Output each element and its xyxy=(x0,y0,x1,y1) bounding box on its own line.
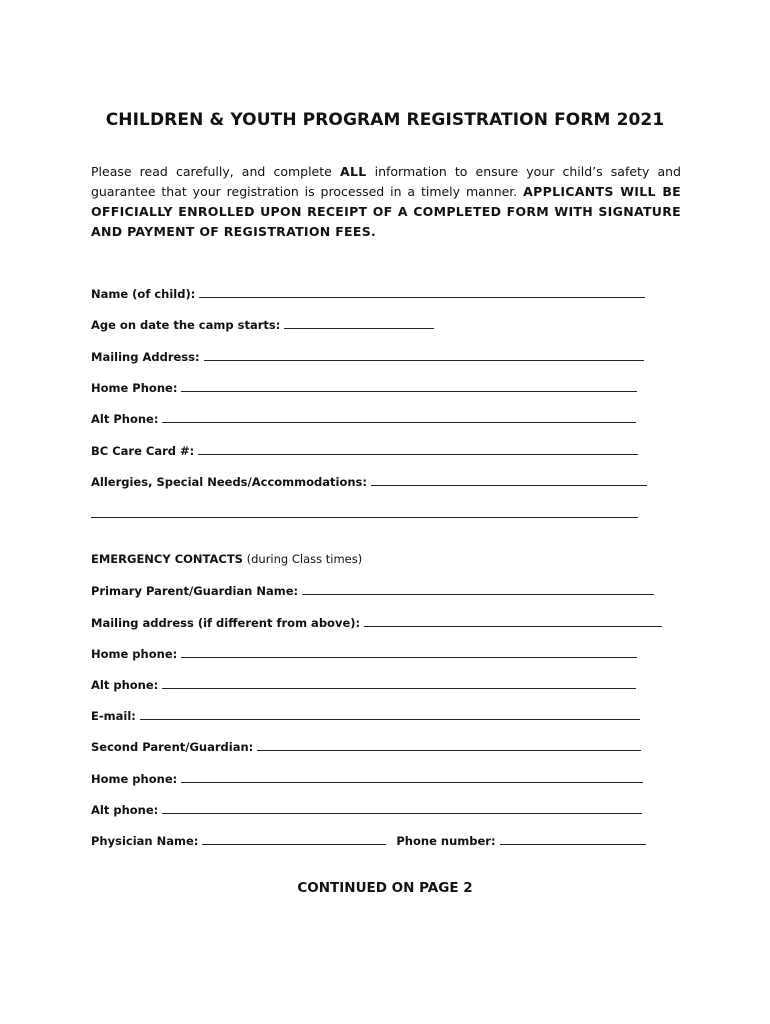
alt-phone-1-label: Alt phone: xyxy=(91,678,159,692)
physician-phone-field[interactable] xyxy=(500,832,646,845)
guardian-mailing-field[interactable] xyxy=(364,614,662,627)
intro-text-2: information to ensure your child’s safety and guarantee that your registration is processed in a timely manner. xyxy=(91,164,681,199)
physician-row xyxy=(91,832,646,850)
alt-phone-2-field[interactable] xyxy=(162,801,642,814)
home-phone-1-row xyxy=(91,645,637,663)
allergies-label: Allergies, Special Needs/Accommodations: xyxy=(91,475,367,489)
home-phone-label: Home Phone: xyxy=(91,381,178,395)
email-label: E-mail: xyxy=(91,709,136,723)
mailing-address-field[interactable] xyxy=(204,348,644,361)
care-card-row xyxy=(91,442,638,460)
home-phone-2-field[interactable] xyxy=(181,770,643,783)
email-row xyxy=(91,707,640,725)
alt-phone-row xyxy=(91,410,636,428)
email-field[interactable] xyxy=(140,707,640,720)
emergency-heading-row xyxy=(91,550,362,568)
age-field[interactable] xyxy=(284,316,434,329)
allergies-field[interactable] xyxy=(371,473,647,486)
physician-field[interactable] xyxy=(202,832,386,845)
child-name-label: Name (of child): xyxy=(91,287,196,301)
emergency-heading: EMERGENCY CONTACTS xyxy=(91,552,243,566)
emergency-heading-note: (during Class times) xyxy=(242,552,363,566)
primary-guardian-field[interactable] xyxy=(302,582,654,595)
alt-phone-2-label: Alt phone: xyxy=(91,803,159,817)
age-row xyxy=(91,316,434,334)
second-guardian-field[interactable] xyxy=(257,738,641,751)
alt-phone-field[interactable] xyxy=(162,410,636,423)
intro-bold-notice: APPLICANTS WILL BE OFFICIALLY ENROLLED UPON RECEIPT OF A COMPLETED FORM WITH SIGNATURE AND PAYMENT OF REGISTRATION FEES. xyxy=(91,184,681,239)
care-card-field[interactable] xyxy=(198,442,638,455)
intro-paragraph xyxy=(91,162,681,242)
form-title: CHILDREN & YOUTH PROGRAM REGISTRATION FORM 2021 xyxy=(105,110,665,130)
home-phone-1-label: Home phone: xyxy=(91,647,178,661)
home-phone-2-label: Home phone: xyxy=(91,772,178,786)
second-guardian-label: Second Parent/Guardian: xyxy=(91,740,254,754)
phone-number-label: Phone number: xyxy=(396,834,496,848)
home-phone-2-row xyxy=(91,770,643,788)
allergies-extra-line[interactable] xyxy=(91,516,638,518)
alt-phone-1-row xyxy=(91,676,636,694)
alt-phone-label: Alt Phone: xyxy=(91,412,159,426)
second-guardian-row xyxy=(91,738,641,756)
physician-label: Physician Name: xyxy=(91,834,199,848)
alt-phone-1-field[interactable] xyxy=(162,676,636,689)
care-card-label: BC Care Card #: xyxy=(91,444,195,458)
home-phone-1-field[interactable] xyxy=(181,645,637,658)
guardian-mailing-row xyxy=(91,614,662,632)
home-phone-row xyxy=(91,379,637,397)
continued-note: CONTINUED ON PAGE 2 xyxy=(297,880,473,896)
alt-phone-2-row xyxy=(91,801,642,819)
intro-text-1: Please read carefully, and complete xyxy=(91,164,340,179)
age-label: Age on date the camp starts: xyxy=(91,318,281,332)
intro-all: ALL xyxy=(339,164,367,179)
primary-guardian-label: Primary Parent/Guardian Name: xyxy=(91,584,299,598)
child-name-field[interactable] xyxy=(199,285,645,298)
home-phone-field[interactable] xyxy=(181,379,637,392)
guardian-mailing-label: Mailing address (if different from above): xyxy=(91,616,361,630)
mailing-address-label: Mailing Address: xyxy=(91,350,200,364)
child-name-row xyxy=(91,285,645,303)
primary-guardian-row xyxy=(91,582,654,600)
mailing-address-row xyxy=(91,348,644,366)
allergies-row xyxy=(91,473,647,491)
